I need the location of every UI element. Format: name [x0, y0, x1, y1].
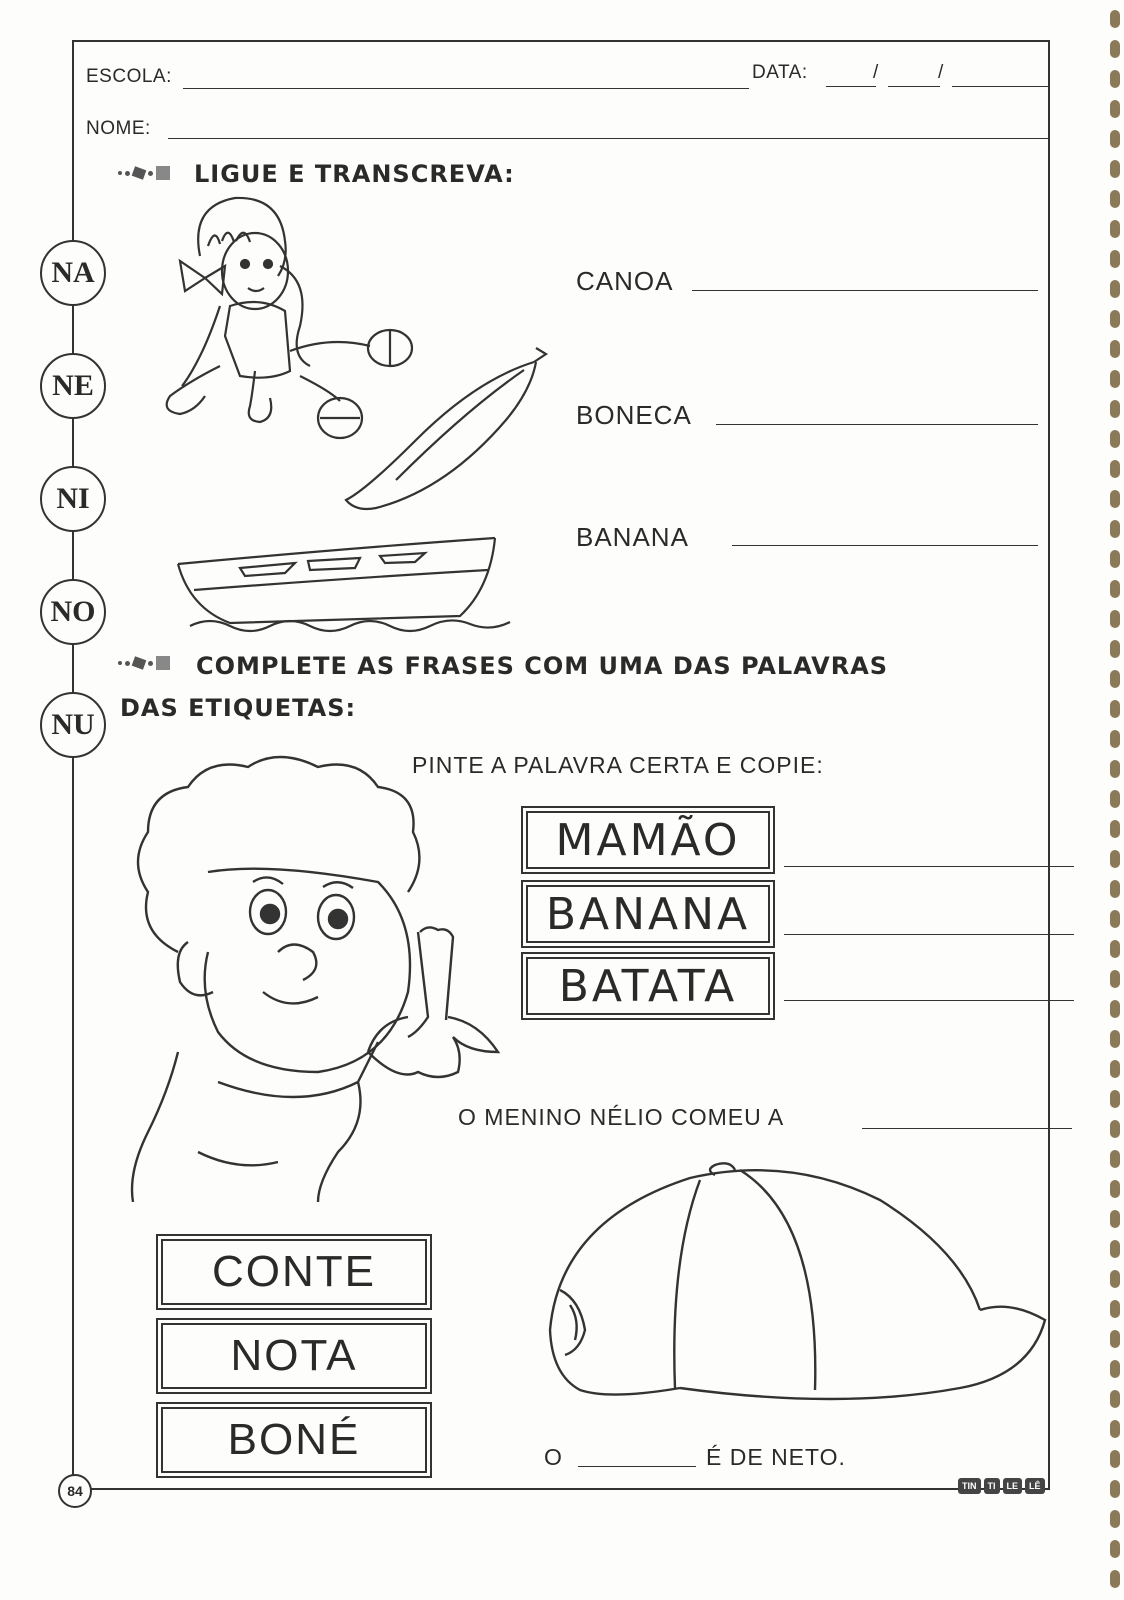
- sentence1-text: O MENINO NÉLIO COMEU A: [458, 1104, 785, 1130]
- label-nota[interactable]: [156, 1318, 432, 1394]
- spiral-ring: [1110, 1570, 1120, 1588]
- spiral-ring: [1110, 1150, 1120, 1168]
- spiral-ring: [1110, 190, 1120, 208]
- spiral-ring: [1110, 1360, 1120, 1378]
- spiral-ring: [1110, 250, 1120, 268]
- spiral-ring: [1110, 1480, 1120, 1498]
- spiral-ring: [1110, 880, 1120, 898]
- spiral-ring: [1110, 1180, 1120, 1198]
- word-canoa: CANOA: [576, 266, 674, 296]
- spiral-ring: [1110, 10, 1120, 28]
- banana-illustration-icon[interactable]: [336, 340, 552, 516]
- page-number: 84: [58, 1474, 92, 1508]
- spiral-ring: [1110, 280, 1120, 298]
- instruction-text: PINTE A PALAVRA CERTA E COPIE:: [412, 752, 824, 778]
- sentence2-end: É DE NETO.: [706, 1444, 846, 1470]
- label-batata-line[interactable]: [784, 1000, 1074, 1001]
- canoe-illustration-icon[interactable]: [170, 528, 530, 648]
- label-conte-text: CONTE: [212, 1247, 376, 1296]
- spiral-ring: [1110, 670, 1120, 688]
- spiral-ring: [1110, 70, 1120, 88]
- spiral-ring: [1110, 730, 1120, 748]
- syllable-circle-ni[interactable]: NI: [40, 466, 106, 532]
- spiral-ring: [1110, 820, 1120, 838]
- label-batata[interactable]: [521, 952, 775, 1020]
- school-line[interactable]: [183, 88, 749, 89]
- label-bone-text: BONÉ: [227, 1415, 361, 1464]
- publisher-logo: [958, 1478, 1045, 1494]
- spiral-ring: [1110, 1510, 1120, 1528]
- sentence1-line[interactable]: [862, 1128, 1072, 1129]
- spiral-ring: [1110, 580, 1120, 598]
- name-line[interactable]: [168, 138, 1048, 139]
- spiral-ring: [1110, 550, 1120, 568]
- word-canoa-line[interactable]: [692, 290, 1038, 291]
- label-banana-text: BANANA: [545, 888, 751, 940]
- spiral-ring: [1110, 160, 1120, 178]
- spiral-ring: [1110, 970, 1120, 988]
- spiral-ring: [1110, 100, 1120, 118]
- spiral-ring: [1110, 1030, 1120, 1048]
- spiral-ring: [1110, 310, 1120, 328]
- syllable-circle-ne[interactable]: NE: [40, 353, 106, 419]
- sentence2-start: O: [544, 1444, 563, 1470]
- spiral-ring: [1110, 1000, 1120, 1018]
- spiral-ring: [1110, 40, 1120, 58]
- spiral-ring: [1110, 910, 1120, 928]
- spiral-ring: [1110, 640, 1120, 658]
- school-label: ESCOLA:: [86, 66, 172, 87]
- syllable-circle-na[interactable]: NA: [40, 240, 106, 306]
- spiral-ring: [1110, 1330, 1120, 1348]
- spiral-ring: [1110, 1450, 1120, 1468]
- spiral-ring: [1110, 220, 1120, 238]
- sentence2-line[interactable]: [578, 1466, 696, 1467]
- date-year-line[interactable]: [952, 86, 1048, 87]
- spiral-ring: [1110, 850, 1120, 868]
- spiral-ring: [1110, 370, 1120, 388]
- boy-eating-banana-illustration-icon[interactable]: [118, 752, 518, 1202]
- section2-bullet-icon: [118, 656, 170, 670]
- cap-illustration-icon[interactable]: [540, 1160, 1050, 1430]
- spiral-ring: [1110, 490, 1120, 508]
- spiral-ring: [1110, 1300, 1120, 1318]
- spiral-ring: [1110, 460, 1120, 478]
- word-banana-line[interactable]: [732, 545, 1038, 546]
- spiral-ring: [1110, 1120, 1120, 1138]
- spiral-ring: [1110, 1270, 1120, 1288]
- spiral-ring: [1110, 400, 1120, 418]
- word-banana: BANANA: [576, 522, 689, 552]
- spiral-ring: [1110, 760, 1120, 778]
- spiral-ring: [1110, 700, 1120, 718]
- spiral-ring: [1110, 340, 1120, 358]
- spiral-ring: [1110, 1210, 1120, 1228]
- spiral-ring: [1110, 520, 1120, 538]
- label-conte[interactable]: [156, 1234, 432, 1310]
- date-label: DATA:: [752, 62, 808, 83]
- label-banana[interactable]: [521, 880, 775, 948]
- spiral-ring: [1110, 1060, 1120, 1078]
- date-month-line[interactable]: [888, 86, 940, 87]
- word-boneca-line[interactable]: [716, 424, 1038, 425]
- label-mamao[interactable]: [521, 806, 775, 874]
- word-boneca: BONECA: [576, 400, 692, 430]
- label-mamao-line[interactable]: [784, 866, 1074, 867]
- section1-bullet-icon: [118, 166, 170, 180]
- spiral-ring: [1110, 430, 1120, 448]
- date-day-line[interactable]: [826, 86, 876, 87]
- spiral-ring: [1110, 940, 1120, 958]
- label-nota-text: NOTA: [230, 1331, 358, 1380]
- spiral-ring: [1110, 130, 1120, 148]
- date-sep-2: /: [938, 62, 944, 83]
- spiral-ring: [1110, 1390, 1120, 1408]
- logo-part-3: LE: [1003, 1478, 1023, 1494]
- logo-part-1: TIN: [958, 1478, 981, 1494]
- label-batata-text: BATATA: [558, 960, 738, 1012]
- name-label: NOME:: [86, 118, 151, 139]
- syllable-circle-nu[interactable]: NU: [40, 692, 106, 758]
- section2-title-line1: COMPLETE AS FRASES COM UMA DAS PALAVRAS: [196, 652, 889, 680]
- label-bone[interactable]: [156, 1402, 432, 1478]
- spiral-ring: [1110, 1540, 1120, 1558]
- date-sep-1: /: [873, 62, 879, 83]
- logo-part-4: LÊ: [1025, 1478, 1045, 1494]
- spiral-ring: [1110, 790, 1120, 808]
- logo-part-2: TI: [984, 1478, 1000, 1494]
- spiral-ring: [1110, 1240, 1120, 1258]
- section1-title: LIGUE E TRANSCREVA:: [194, 160, 515, 188]
- label-mamao-text: MAMÃO: [555, 814, 741, 866]
- syllable-circle-no[interactable]: NO: [40, 579, 106, 645]
- spiral-ring: [1110, 610, 1120, 628]
- spiral-ring: [1110, 1420, 1120, 1438]
- section2-title-line2: DAS ETIQUETAS:: [120, 694, 357, 722]
- spiral-ring: [1110, 1090, 1120, 1108]
- label-banana-line[interactable]: [784, 934, 1074, 935]
